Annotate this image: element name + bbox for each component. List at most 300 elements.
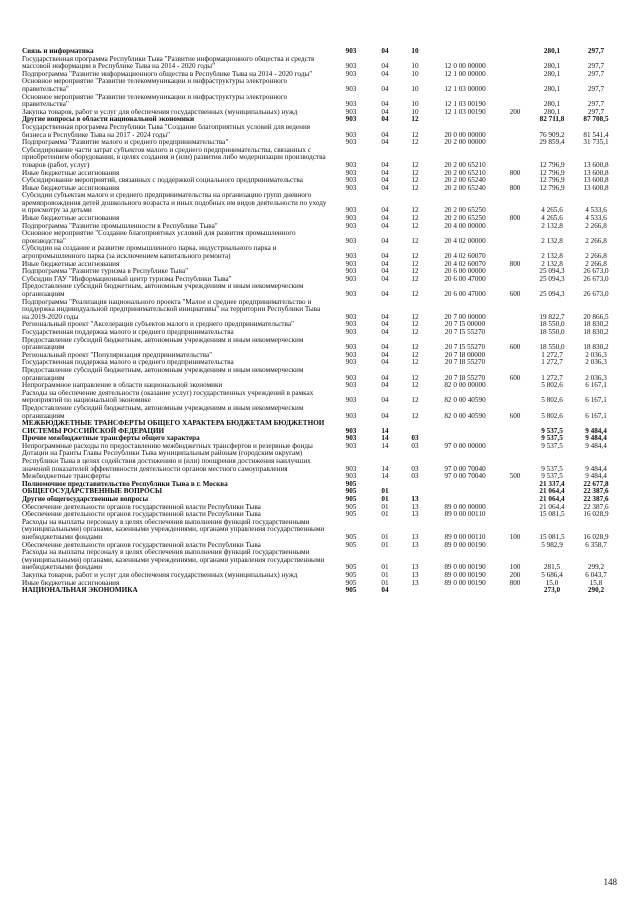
subsection-code: 12 — [411, 343, 419, 352]
target-article-code — [430, 481, 500, 489]
expense-type-code: 100 — [509, 563, 521, 572]
amount-year-1: 5 686,4 — [541, 571, 563, 579]
target-article-code: 12 1 00 00000 — [444, 70, 486, 78]
table-row — [22, 587, 618, 595]
admin-code: 903 — [345, 130, 357, 139]
row-name: Предоставление субсидий бюджетным, автономным учреждениям и иным некоммерческим организациям — [22, 283, 304, 298]
row-name: Закупка товаров, работ и услуг для обеспечения государственных (муниципальных) нужд — [22, 571, 298, 579]
subsection-code: 13 — [411, 533, 419, 541]
amount-year-1: 280,1 — [543, 108, 561, 116]
amount-year-2: 299,2 — [587, 563, 605, 572]
amount-year-2: 2 036,3 — [585, 351, 607, 359]
subsection-code: 10 — [411, 48, 419, 55]
row-name: Другие вопросы в области национальной экономики — [22, 116, 195, 124]
section-code: 04 — [381, 382, 389, 390]
amount-year-1: 280,1 — [543, 100, 561, 109]
row-name: Подпрограмма "Развитие туризма в Республике Тыва" — [22, 268, 189, 276]
admin-code: 903 — [345, 84, 357, 93]
amount-year-1: 19 822,7 — [539, 312, 565, 321]
target-article-code: 89 0 00 00190 — [444, 571, 486, 579]
section-code: 01 — [381, 533, 389, 541]
subsection-code: 12 — [411, 222, 419, 230]
expense-type-code: 800 — [509, 215, 521, 223]
target-article-code: 20 4 02 60070 — [444, 252, 486, 261]
table-row — [22, 390, 618, 405]
table-row — [22, 192, 618, 215]
admin-code: 905 — [345, 579, 357, 587]
row-name: Государственная программа Республики Тыва "Развитие информационного общества и средств массовой информации в Республике Тыва на 2014 - 2020 годы" — [22, 55, 315, 71]
expense-type-code — [500, 504, 530, 512]
section-code: 01 — [381, 488, 389, 496]
row-name: Государственная программа Республики Тыва "Создание благоприятных условий для ведения бизнеса в Республике Тыва на 2017 - 2024 годы" — [22, 123, 311, 139]
expense-type-code — [500, 542, 530, 550]
row-name: Подпрограмма "Развитие промышленности в Республике Тыва" — [22, 222, 218, 230]
row-name: Дотации на Гранты Главы Республики Тыва муниципальным районам (городским округам) Республики Тыва в целях содействия достижению и (или) поощрения достижения наилучших значений показателей эффективности деятельности органов местного самоуправления — [22, 450, 311, 473]
expense-type-code — [500, 48, 530, 56]
amount-year-1: 25 094,3 — [539, 290, 565, 298]
admin-code: 903 — [345, 252, 357, 261]
admin-code: 903 — [345, 290, 357, 298]
amount-year-1: 15 081,5 — [539, 533, 565, 541]
amount-year-2: 6 167,1 — [585, 382, 607, 390]
row-name: НАЦИОНАЛЬНАЯ ЭКОНОМИКА — [22, 587, 138, 595]
expense-type-code: 600 — [509, 343, 521, 352]
amount-year-2: 6 358,7 — [585, 541, 607, 549]
row-name: Субсидирование части затрат субъектов малого и среднего предпринимательства, связанных с приобретением оборудования, в целях создания и (или) развития либо модернизации производства товаров (работ, услуг) — [22, 146, 326, 169]
subsection-code — [400, 481, 430, 489]
amount-year-2: 2 266,8 — [585, 236, 607, 245]
expense-type-code — [500, 435, 530, 443]
expense-type-code: 200 — [509, 108, 521, 116]
admin-code: 905 — [345, 563, 357, 572]
admin-code: 905 — [345, 511, 357, 519]
subsection-code: 12 — [411, 139, 419, 147]
table-row — [22, 109, 618, 117]
subsection-code — [400, 587, 430, 595]
amount-year-1: 280,1 — [543, 84, 561, 93]
expense-type-code — [500, 321, 530, 329]
subsection-code: 13 — [411, 503, 419, 511]
expense-type-code — [500, 450, 530, 473]
table-row — [22, 276, 618, 284]
expense-type-code — [500, 443, 530, 451]
expense-type-code: 600 — [509, 411, 521, 420]
amount-year-1: 280,1 — [543, 70, 561, 78]
subsection-code: 12 — [411, 382, 419, 390]
section-code: 04 — [381, 351, 389, 359]
section-code: 04 — [381, 236, 389, 245]
table-row — [22, 549, 618, 572]
row-name: Региональный проект "Акселерация субъектов малого и среднего предпринимательства" — [22, 321, 294, 329]
target-article-code: 89 0 00 00190 — [444, 563, 486, 572]
expense-type-code — [500, 587, 530, 595]
amount-year-2: 26 673,0 — [583, 275, 609, 283]
expense-type-code — [500, 245, 530, 260]
expense-type-code — [500, 192, 530, 215]
expense-type-code — [500, 223, 530, 231]
row-name: Непрограммные расходы по предоставлению межбюджетных трансфертов и резервные фонды — [22, 442, 313, 450]
section-code: 04 — [381, 130, 389, 139]
amount-year-1: 281,5 — [543, 563, 561, 572]
amount-year-1: 12 796,9 — [539, 184, 565, 192]
subsection-code: 12 — [411, 184, 419, 192]
table-row — [22, 139, 618, 147]
section-code: 01 — [381, 503, 389, 511]
amount-year-2: 20 866,5 — [583, 312, 609, 321]
admin-code: 905 — [345, 503, 357, 511]
amount-year-2: 9 484,4 — [585, 464, 607, 473]
section-code: 04 — [381, 268, 389, 276]
subsection-code: 12 — [411, 116, 419, 124]
table-row — [22, 329, 618, 337]
target-article-code: 20 4 02 00000 — [444, 236, 486, 245]
section-code: 04 — [381, 206, 389, 215]
amount-year-2: 2 266,8 — [585, 252, 607, 261]
target-article-code: 12 0 00 00000 — [444, 62, 486, 71]
table-row — [22, 511, 618, 519]
admin-code: 903 — [345, 373, 357, 382]
subsection-code: 12 — [411, 169, 419, 177]
amount-year-2: 9 484,4 — [585, 426, 607, 435]
admin-code: 903 — [345, 411, 357, 420]
table-row — [22, 420, 618, 435]
amount-year-2: 2 036,3 — [585, 373, 607, 382]
amount-year-2: 297,7 — [587, 62, 605, 71]
amount-year-1: 82 711,8 — [539, 116, 565, 124]
row-name: Расходы на выплаты персоналу в целях обеспечения выполнения функций государственными (муниципальными) органами, казенными учреждениями, органами управления государственными внебюджетными фондами — [22, 549, 325, 572]
subsection-code: 12 — [411, 312, 419, 321]
admin-code: 903 — [345, 62, 357, 71]
subsection-code: 13 — [411, 563, 419, 572]
amount-year-1: 18 550,0 — [539, 321, 565, 329]
table-row — [22, 283, 618, 298]
amount-year-2: 4 533,6 — [585, 215, 607, 223]
subsection-code: 03 — [411, 464, 419, 473]
section-code: 04 — [381, 275, 389, 283]
amount-year-1: 12 796,9 — [539, 160, 565, 169]
target-article-code: 20 6 00 47000 — [444, 290, 486, 298]
admin-code: 903 — [345, 351, 357, 359]
target-article-code: 20 4 00 00000 — [444, 222, 486, 230]
amount-year-2: 297,7 — [587, 108, 605, 116]
section-code: 04 — [381, 70, 389, 78]
amount-year-1: 21 064,4 — [539, 503, 565, 511]
row-name: Связь и информатика — [22, 48, 94, 55]
table-row — [22, 352, 618, 360]
expense-type-code — [500, 382, 530, 390]
admin-code: 905 — [345, 480, 357, 488]
target-article-code: 20 7 I5 55270 — [444, 343, 486, 352]
row-name: Обеспечение деятельности органов государственной власти Республики Тыва — [22, 541, 261, 549]
row-name: МЕЖБЮДЖЕТНЫЕ ТРАНСФЕРТЫ ОБЩЕГО ХАРАКТЕРА БЮДЖЕТАМ БЮДЖЕТНОЙ СИСТЕМЫ РОССИЙСКОЙ ФЕДЕРАЦИИ — [22, 420, 325, 435]
amount-year-1: 9 537,5 — [541, 473, 563, 481]
section-code: 04 — [381, 184, 389, 192]
table-row — [22, 78, 618, 93]
admin-code: 903 — [345, 236, 357, 245]
section-code: 04 — [381, 48, 389, 55]
expense-type-code — [500, 116, 530, 124]
expense-type-code: 800 — [509, 260, 521, 268]
admin-code: 903 — [345, 108, 357, 116]
section-code: 04 — [381, 177, 389, 185]
table-row — [22, 450, 618, 473]
expense-type-code: 100 — [509, 533, 521, 541]
table-row — [22, 473, 618, 481]
target-article-code: 89 0 00 00190 — [444, 579, 486, 587]
amount-year-2: 16 028,9 — [583, 511, 609, 519]
table-row — [22, 580, 618, 588]
amount-year-1: 2 132,8 — [541, 222, 563, 230]
amount-year-2: 2 036,3 — [585, 359, 607, 367]
page-number: 148 — [603, 877, 617, 887]
section-code: 04 — [381, 587, 389, 595]
expense-type-code — [500, 359, 530, 367]
admin-code: 903 — [345, 396, 357, 405]
section-code: 04 — [381, 359, 389, 367]
admin-code: 903 — [345, 177, 357, 185]
target-article-code: 20 6 00 47000 — [444, 275, 486, 283]
amount-year-1: 9 537,5 — [541, 464, 563, 473]
target-article-code: 12 1 03 00190 — [444, 108, 486, 116]
target-article-code — [430, 496, 500, 504]
table-row — [22, 116, 618, 124]
table-row — [22, 48, 618, 56]
row-name: Основное мероприятие "Развитие телекоммуникации и инфраструктуры электронного правительства" — [22, 78, 288, 93]
amount-year-1: 25 094,3 — [539, 268, 565, 276]
target-article-code: 20 2 00 00000 — [444, 139, 486, 147]
amount-year-2: 18 830,2 — [583, 343, 609, 352]
admin-code: 903 — [345, 48, 357, 55]
target-article-code: 89 0 00 00110 — [444, 533, 486, 541]
subsection-code: 10 — [411, 84, 419, 93]
section-code: 04 — [381, 343, 389, 352]
table-row — [22, 71, 618, 79]
admin-code: 903 — [345, 275, 357, 283]
amount-year-1: 18 550,0 — [539, 343, 565, 352]
row-name: ОБЩЕГОСУДАРСТВЕННЫЕ ВОПРОСЫ — [22, 488, 163, 496]
table-row — [22, 230, 618, 245]
subsection-code: 12 — [411, 351, 419, 359]
amount-year-1: 2 132,8 — [541, 252, 563, 261]
amount-year-1: 2 132,8 — [541, 260, 563, 268]
amount-year-2: 13 600,8 — [583, 177, 609, 185]
amount-year-1: 280,1 — [543, 48, 561, 55]
table-row — [22, 542, 618, 550]
table-row — [22, 337, 618, 352]
admin-code: 905 — [345, 496, 357, 504]
amount-year-2: 297,7 — [587, 84, 605, 93]
table-row — [22, 299, 618, 322]
amount-year-2: 18 830,2 — [583, 321, 609, 329]
section-code: 01 — [381, 511, 389, 519]
table-row — [22, 405, 618, 420]
subsection-code: 12 — [411, 260, 419, 268]
target-article-code: 20 6 00 00000 — [444, 268, 486, 276]
expense-type-code — [500, 352, 530, 360]
amount-year-1: 273,0 — [543, 587, 561, 595]
admin-code: 903 — [345, 442, 357, 450]
amount-year-2: 6 043,7 — [585, 571, 607, 579]
row-name: Полномочное представительство Республики Тыва в г. Москва — [22, 480, 228, 488]
subsection-code: 12 — [411, 359, 419, 367]
subsection-code: 13 — [411, 571, 419, 579]
amount-year-1: 12 796,9 — [539, 169, 565, 177]
target-article-code: 20 2 00 65250 — [444, 206, 486, 215]
amount-year-1: 5 802,6 — [541, 382, 563, 390]
row-name: Другие общегосударственные вопросы — [22, 496, 149, 504]
expense-type-code: 200 — [509, 571, 521, 579]
row-name: Предоставление субсидий бюджетным, автономным учреждениям и иным некоммерческим организациям — [22, 336, 304, 352]
admin-code: 903 — [345, 473, 357, 481]
section-code: 04 — [381, 328, 389, 336]
expense-type-code — [500, 268, 530, 276]
section-code: 14 — [381, 442, 389, 450]
expense-type-code — [500, 511, 530, 519]
table-row — [22, 382, 618, 390]
budget-table — [22, 48, 618, 595]
target-article-code: 20 2 00 65250 — [444, 215, 486, 223]
row-name: Подпрограмма "Развитие малого и среднего предпринимательства" — [22, 139, 229, 147]
section-code: 01 — [381, 571, 389, 579]
target-article-code: 82 0 00 40590 — [444, 411, 486, 420]
admin-code: 903 — [345, 260, 357, 268]
target-article-code: 20 2 00 65210 — [444, 160, 486, 169]
expense-type-code — [500, 276, 530, 284]
admin-code: 903 — [345, 343, 357, 352]
amount-year-1: 29 859,4 — [539, 139, 565, 147]
subsection-code: 12 — [411, 328, 419, 336]
expense-type-code — [500, 56, 530, 71]
subsection-code: 13 — [411, 579, 419, 587]
row-name: Расходы на обеспечение деятельности (оказание услуг) государственных учреждений в рамках мероприятий по национальной экономике — [22, 389, 314, 405]
table-row — [22, 321, 618, 329]
amount-year-1: 21 337,4 — [539, 480, 565, 488]
amount-year-2: 6 167,1 — [585, 396, 607, 405]
row-name: Подпрограмма "Развитие информационного общества в Республике Тыва на 2014 - 2020 годы" — [22, 70, 313, 78]
row-name: Государственная поддержка малого и среднего предпринимательства — [22, 328, 234, 336]
section-code: 04 — [381, 373, 389, 382]
row-name: Основное мероприятие "Создание благоприятных условий для развития промышленного производства" — [22, 230, 296, 245]
amount-year-2: 26 673,0 — [583, 268, 609, 276]
amount-year-2: 22 387,6 — [583, 488, 609, 496]
target-article-code: 12 1 03 00190 — [444, 100, 486, 109]
section-code: 01 — [381, 579, 389, 587]
row-name: Государственная поддержка малого и среднего предпринимательства — [22, 359, 234, 367]
subsection-code: 13 — [411, 496, 419, 504]
section-code: 04 — [381, 321, 389, 329]
amount-year-1: 2 132,8 — [541, 236, 563, 245]
admin-code: 903 — [345, 116, 357, 124]
subsection-code — [400, 488, 430, 496]
amount-year-2: 18 830,2 — [583, 328, 609, 336]
admin-code: 905 — [345, 533, 357, 541]
amount-year-2: 2 266,8 — [585, 222, 607, 230]
table-row — [22, 94, 618, 109]
amount-year-1: 4 265,6 — [541, 215, 563, 223]
admin-code: 903 — [345, 169, 357, 177]
admin-code: 903 — [345, 435, 357, 443]
subsection-code: 12 — [411, 252, 419, 261]
subsection-code: 12 — [411, 206, 419, 215]
amount-year-2: 290,2 — [587, 587, 605, 595]
table-row — [22, 147, 618, 170]
row-name: Иные бюджетные ассигнования — [22, 579, 120, 587]
amount-year-1: 15 081,5 — [539, 511, 565, 519]
target-article-code: 20 7 I5 00000 — [444, 321, 486, 329]
amount-year-2: 22 387,6 — [583, 496, 609, 504]
admin-code: 903 — [345, 160, 357, 169]
amount-year-1: 5 982,9 — [541, 541, 563, 549]
amount-year-1: 15,0 — [545, 579, 559, 587]
admin-code: 905 — [345, 587, 357, 595]
row-name: Иные бюджетные ассигнования — [22, 215, 120, 223]
amount-year-2: 9 484,4 — [585, 473, 607, 481]
section-code: 14 — [381, 473, 389, 481]
target-article-code: 89 0 00 00190 — [444, 541, 486, 549]
admin-code: 903 — [345, 206, 357, 215]
amount-year-2: 31 735,1 — [583, 139, 609, 147]
target-article-code: 20 0 00 00000 — [444, 130, 486, 139]
section-code: 04 — [381, 411, 389, 420]
amount-year-2: 6 167,1 — [585, 411, 607, 420]
target-article-code: 20 7 I5 55270 — [444, 328, 486, 336]
row-name: Субсидии субъектам малого и среднего предпринимательства на организацию групп дневного времяпровождения детей дошкольного возраста и иных подобных им видов деятельности по уходу и присмотру за детьми — [22, 192, 327, 215]
amount-year-2: 13 600,8 — [583, 169, 609, 177]
section-code: 04 — [381, 108, 389, 116]
target-article-code: 20 2 00 65240 — [444, 177, 486, 185]
target-article-code: 20 7 I8 55270 — [444, 373, 486, 382]
table-row — [22, 367, 618, 382]
target-article-code: 20 4 02 60070 — [444, 260, 486, 268]
admin-code: 903 — [345, 70, 357, 78]
expense-type-code — [500, 71, 530, 79]
subsection-code: 03 — [411, 435, 419, 443]
table-row — [22, 124, 618, 139]
amount-year-1: 1 272,7 — [541, 359, 563, 367]
section-code: 04 — [381, 169, 389, 177]
table-row — [22, 488, 618, 496]
amount-year-1: 1 272,7 — [541, 351, 563, 359]
amount-year-2: 4 533,6 — [585, 206, 607, 215]
table-row — [22, 572, 618, 580]
row-name: Прочие межбюджетные трансферты общего характера — [22, 435, 200, 443]
row-name: Иные бюджетные ассигнования — [22, 260, 120, 268]
row-name: Непрограммное направление в области национальной экономики — [22, 382, 223, 390]
subsection-code: 12 — [411, 160, 419, 169]
admin-code: 903 — [345, 321, 357, 329]
row-name: Расходы на выплаты персоналу в целях обеспечения выполнения функций государственными (муниципальными) органами, казенными учреждениями, органами управления государственными внебюджетными фондами — [22, 518, 325, 541]
amount-year-2: 26 673,0 — [583, 290, 609, 298]
section-code: 01 — [381, 496, 389, 504]
row-name: Региональный проект "Популяризация предпринимательства" — [22, 351, 213, 359]
amount-year-1: 9 537,5 — [541, 435, 563, 443]
target-article-code: 97 0 00 70040 — [444, 473, 486, 481]
section-code: 04 — [381, 222, 389, 230]
amount-year-2: 87 708,5 — [583, 116, 609, 124]
target-article-code — [430, 420, 500, 435]
target-article-code — [430, 48, 500, 56]
row-name: Субсидии на создание и развитие промышленного парка, индустриального парка и агропромышленного парка (за исключением капитального ремонта) — [22, 245, 277, 261]
amount-year-1: 9 537,5 — [541, 426, 563, 435]
table-row — [22, 481, 618, 489]
subsection-code: 12 — [411, 177, 419, 185]
subsection-code: 10 — [411, 100, 419, 109]
admin-code: 903 — [345, 184, 357, 192]
table-row — [22, 496, 618, 504]
expense-type-code — [500, 124, 530, 139]
expense-type-code: 600 — [509, 373, 521, 382]
table-row — [22, 519, 618, 542]
